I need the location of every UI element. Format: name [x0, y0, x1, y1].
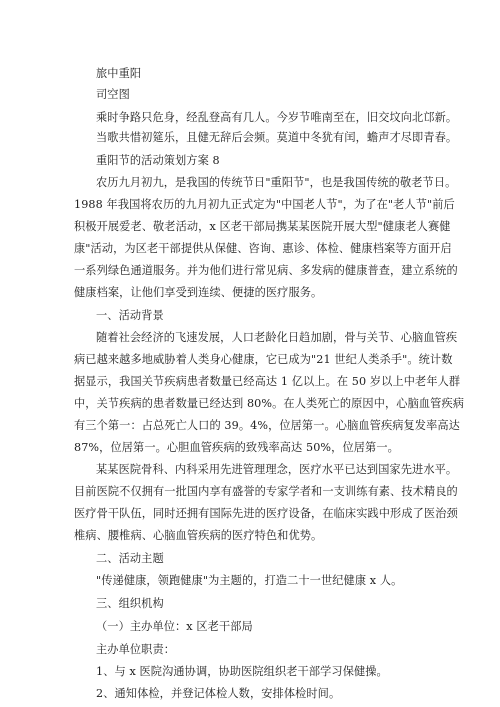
organizer-duties-heading: 主办单位职责： [96, 643, 176, 656]
paragraph-line: 农历九月初九，是我国的传统节日"重阳节"，也是我国传统的敬老节日。 [96, 176, 457, 189]
poem-author: 司空图 [96, 88, 130, 101]
paragraph-line: 有三个第一：占总死亡人口的 39。4%，位居第一。心脑血管疾病复发率高达 [74, 419, 460, 432]
paragraph-line: 87%，位居第一。心胆血管疾病的致残率高达 50%，位居第一。 [74, 441, 399, 454]
organizer-line: （一）主办单位：x 区老干部局 [96, 620, 253, 633]
poem-line-2: 当歌共惜初筵乐，且健无辞后会频。莫道中冬犹有闰，蟾声才尽即青春。 [96, 131, 458, 144]
section-heading-background: 一、活动背景 [96, 309, 164, 322]
poem-line-1: 乘时争路只危身，经乱登高有几人。今岁节唯南至在，旧交坟向北邙新。 [96, 111, 458, 124]
paragraph-line: 一系列绿色通道服务。并为他们进行常见病、多发病的健康普查，建立系统的 [74, 264, 458, 277]
paragraph-line: 目前医院不仅拥有一批国内享有盛誉的专家学者和一支训练有素、技术精良的 [74, 485, 458, 498]
duty-item-2: 2、通知体检，并登记体检人数，安排体检时间。 [96, 687, 341, 700]
paragraph-line: 1988 年我国将农历的九月初九正式定为"中国老人节"，为了在"老人节"前后 [74, 198, 455, 211]
section-heading-organization: 三、组织机构 [96, 597, 164, 610]
paragraph-line: 积极开展爱老、敬老活动，x 区老干部局携某某医院开展大型"健康老人赛健 [74, 220, 451, 233]
section-heading-theme: 二、活动主题 [96, 552, 164, 565]
duty-item-1: 1、与 x 医院沟通协调，协助医院组织老干部学习保健操。 [96, 665, 388, 678]
paragraph-line: 康"活动，为区老干部提供从保健、咨询、惠诊、体检、健康档案等方面开启 [74, 242, 452, 255]
paragraph-line: 据显示，我国关节疾病患者数量已经高达 1 亿以上。在 50 岁以上中老年人群 [74, 375, 461, 388]
paragraph-line: 医疗骨干队伍，同时还拥有国际先进的医疗设备，在临床实践中形成了医治颈 [74, 507, 458, 520]
paragraph-line: 椎病、腰椎病、心脑血管疾病的医疗特色和优势。 [74, 529, 323, 542]
paragraph-line: 健康档案，让他们享受到连续、便捷的医疗服务。 [74, 286, 323, 299]
paragraph-line: 中，关节疾病的患者数量已经达到 80%。在人类死亡的原因中，心脑血管疾病 [74, 397, 465, 410]
section-heading-plan-8: 重阳节的活动策划方案 8 [96, 154, 220, 167]
theme-text: "传递健康，领跑健康"为主题的，打造二十一世纪健康 x 人。 [96, 574, 403, 587]
paragraph-line: 随着社会经济的飞速发展，人口老龄化日趋加剧，骨与关节、心脑血管疾 [96, 331, 458, 344]
poem-title: 旅中重阳 [96, 67, 142, 80]
paragraph-line: 某某医院骨科、内科采用先进管理理念，医疗水平已达到国家先进水平。 [96, 463, 458, 476]
paragraph-line: 病已越来越多地威胁着人类身心健康，它已成为"21 世纪人类杀手"。统计数 [74, 353, 453, 366]
